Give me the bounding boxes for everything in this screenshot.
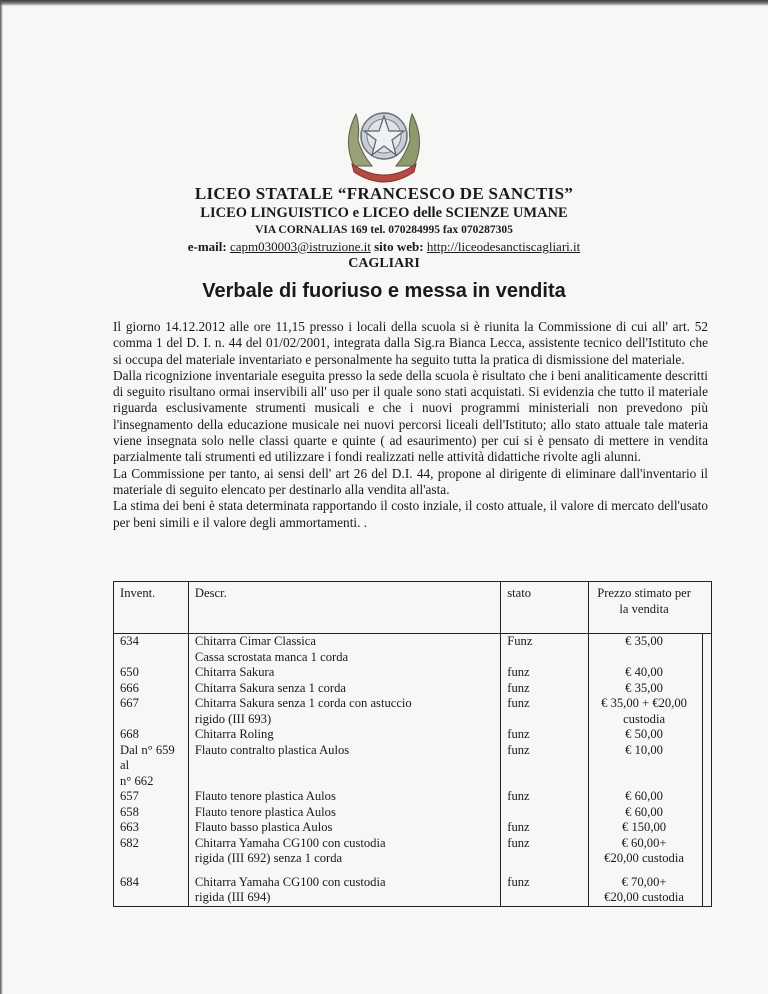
header-price (589, 582, 712, 634)
cell-price (589, 681, 712, 697)
website-link[interactable]: http://liceodesanctiscagliari.it (426, 239, 581, 254)
cell-invent (114, 836, 189, 867)
cell-invent-line (120, 650, 182, 666)
cell-stato-line: funz (507, 680, 530, 695)
cell-descr-line (195, 758, 494, 774)
cell-descr (188, 820, 500, 836)
table-row (114, 789, 712, 805)
cell-stato (501, 820, 589, 836)
cell-descr (188, 875, 500, 907)
price-inner-rule (702, 743, 703, 790)
email-link[interactable]: capm030003@istruzione.it (229, 239, 371, 254)
cell-descr (188, 836, 500, 867)
price-inner-rule (702, 875, 703, 906)
price-text (595, 820, 693, 836)
cell-descr-line: Cassa scrostata manca 1 corda (194, 649, 349, 664)
cell-price (589, 696, 712, 727)
table-row (114, 696, 712, 727)
school-name: LICEO STATALE “FRANCESCO DE SANCTIS” (194, 184, 574, 203)
table-row (114, 836, 712, 867)
document-title: Verbale di fuoriuso e messa in vendita (202, 280, 566, 302)
cell-price (589, 743, 712, 790)
cell-stato-line: funz (507, 742, 530, 757)
cell-descr-line: Flauto tenore plastica Aulos (194, 789, 336, 803)
cell-stato-line: funz (507, 789, 530, 803)
cell-stato-line (507, 650, 582, 666)
cell-descr-line: Chitarra Roling (194, 727, 274, 741)
header-descr: Descr. (188, 582, 500, 634)
spacer-cell (501, 867, 589, 875)
cell-stato (501, 836, 589, 867)
cell-invent (114, 634, 189, 666)
website-label: sito web: (374, 239, 424, 254)
cell-invent (114, 727, 189, 743)
cell-descr (188, 805, 500, 821)
price-inner-rule (702, 634, 703, 665)
price-inner-rule (702, 836, 703, 867)
table-row (114, 634, 712, 666)
cell-descr-line: Flauto tenore plastica Aulos (194, 804, 336, 819)
cell-stato-line (507, 805, 582, 821)
cell-price (589, 727, 712, 743)
price-inner-rule (702, 820, 703, 836)
cell-descr-line: Chitarra Sakura senza 1 corda (194, 680, 346, 695)
contact-line (0, 238, 768, 255)
spacer-cell (188, 867, 500, 875)
cell-stato (501, 727, 589, 743)
table-row (114, 820, 712, 836)
cell-stato-line: funz (507, 665, 530, 679)
price-text (595, 875, 693, 906)
cell-price-line: € 10,00 (625, 742, 663, 757)
cell-invent (114, 875, 189, 907)
table-row (114, 875, 712, 907)
price-text (595, 743, 693, 774)
table-spacer-row (114, 867, 712, 875)
cell-descr-line: rigido (III 693) (194, 711, 272, 726)
cell-descr-line: rigida (III 692) senza 1 corda (194, 851, 343, 865)
cell-invent (114, 681, 189, 697)
cell-stato-line (507, 890, 582, 906)
price-text (595, 696, 693, 727)
cell-descr (188, 634, 500, 666)
cell-invent (114, 696, 189, 727)
cell-invent (114, 789, 189, 805)
cell-stato (501, 696, 589, 727)
cell-descr (188, 789, 500, 805)
cell-descr (188, 681, 500, 697)
spacer-cell (114, 867, 189, 875)
cell-descr-line: Flauto contralto plastica Aulos (194, 742, 350, 757)
price-inner-rule (702, 727, 703, 743)
paragraph: La stima dei beni è stata determinata rapportando il costo inziale, il costo attuale, il valore di mercato dell'usato per beni simili e il valore degli ammortamenti. . (113, 498, 708, 530)
cell-price (589, 634, 712, 666)
cell-stato-line: funz (507, 820, 530, 834)
cell-stato (501, 875, 589, 907)
cell-invent-line: 667 (120, 696, 139, 710)
cell-descr (188, 727, 500, 743)
cell-stato (501, 634, 589, 666)
cell-price-line: € 40,00 (625, 665, 663, 679)
cell-stato-line (507, 712, 582, 728)
cell-stato-line: funz (507, 835, 530, 850)
letterhead (0, 184, 768, 273)
cell-stato-line: funz (507, 696, 530, 710)
cell-price-line (595, 650, 693, 666)
cell-invent-line: 657 (120, 789, 139, 803)
cell-stato (501, 805, 589, 821)
cell-stato (501, 665, 589, 681)
cell-price (589, 836, 712, 867)
price-inner-rule (702, 681, 703, 697)
table-row (114, 727, 712, 743)
cell-invent-line (120, 712, 182, 728)
cell-descr-line: rigida (III 694) (194, 890, 271, 904)
email-label: e-mail: (187, 239, 227, 254)
table-row (114, 681, 712, 697)
cell-stato (501, 681, 589, 697)
school-city: CAGLIARI (348, 256, 420, 271)
cell-invent-line: 682 (120, 835, 139, 850)
cell-price-line: € 60,00 (625, 789, 663, 803)
cell-descr (188, 696, 500, 727)
school-address: VIA CORNALIAS 169 tel. 070284995 fax 070287305 (255, 224, 513, 236)
inventory-table (113, 581, 712, 907)
price-inner-rule (702, 805, 703, 821)
table-header-row (114, 582, 712, 634)
cell-price-line (595, 758, 693, 774)
price-text (595, 805, 693, 821)
cell-price-line: € 70,00+ (621, 874, 667, 889)
price-text (595, 836, 693, 867)
cell-price-line: € 60,00+ (621, 835, 667, 850)
cell-invent-line: 650 (120, 665, 139, 679)
cell-stato-line (507, 758, 582, 774)
cell-invent-line: Dal n° 659 al (120, 742, 175, 772)
cell-invent (114, 743, 189, 790)
cell-stato-line: Funz (507, 634, 533, 648)
cell-descr (188, 743, 500, 790)
header-price-label: Prezzo stimato per la vendita (597, 586, 691, 616)
cell-descr (188, 665, 500, 681)
paragraph: Dalla ricognizione inventariale eseguita presso la sede della scuola è risultato che i beni analiticamente descritti di seguito risultano ormai inservibili all' uso per il quale sono stati acquistati. Si evidenzia che tutto il materiale riguarda esclusivamente strumenti musicali e che i nuovi programmi ministeriali non prevedono più l'insegnamento della educazione musicale nei nuovi percorsi liceali dell'Istituto; allo stato attuale tale materia viene insegnata solo nelle classi quarte e quinte ( ad esaurimento) per cui si è pensato di mettere in vendita parzialmente tali strumenti ed utilizzare i fondi realizzati nelle attività didattiche rivolte agli alunni. (113, 367, 708, 465)
cell-stato (501, 789, 589, 805)
cell-invent-line: 663 (120, 820, 139, 834)
scan-left-edge (0, 0, 3, 994)
repubblica-italiana-emblem-icon (334, 96, 434, 184)
cell-invent-line: 634 (120, 634, 139, 648)
cell-descr-line: Chitarra Cimar Classica (194, 634, 316, 648)
price-text (595, 727, 693, 743)
price-text (595, 665, 693, 681)
school-type: LICEO LINGUISTICO e LICEO delle SCIENZE UMANE (200, 205, 568, 221)
cell-stato-line (507, 851, 582, 867)
header-invent: Invent. (114, 582, 189, 634)
cell-invent-line: 668 (120, 727, 139, 741)
price-text (595, 789, 693, 805)
inventory-body (114, 634, 712, 907)
cell-price-line: €20,00 custodia (604, 890, 684, 904)
cell-invent (114, 820, 189, 836)
cell-price (589, 665, 712, 681)
price-inner-rule (702, 696, 703, 727)
paragraph: Il giorno 14.12.2012 alle ore 11,15 presso i locali della scuola si è riunita la Commissione di cui all' art. 52 comma 1 del D. I. n. 44 del 01/02/2001, integrata dalla Sig.ra Bianca Lecca, assistente tecnico dell'Istituto che si occupa del materiale inventariato e personalmente ha seguito tutta la pratica di dismissione del materiale. (113, 319, 708, 367)
table-row (114, 665, 712, 681)
cell-invent-line (120, 890, 182, 906)
cell-invent-line (120, 851, 182, 867)
cell-price-line: custodia (623, 711, 666, 726)
cell-price-line: € 50,00 (625, 727, 663, 741)
header-stato: stato (501, 582, 589, 634)
document-body (113, 319, 708, 531)
cell-descr-line: Flauto basso plastica Aulos (194, 820, 333, 834)
price-inner-rule (702, 867, 703, 875)
cell-invent-line: 684 (120, 874, 139, 889)
cell-price-line: €20,00 custodia (604, 851, 684, 865)
cell-invent (114, 665, 189, 681)
cell-price-line: € 35,00 + €20,00 (601, 696, 687, 710)
cell-price (589, 789, 712, 805)
cell-descr-line: Chitarra Yamaha CG100 con custodia (194, 835, 386, 850)
cell-descr-line: Chitarra Sakura (194, 665, 275, 679)
cell-stato (501, 743, 589, 790)
spacer-cell (589, 867, 712, 875)
cell-descr-line: Chitarra Yamaha CG100 con custodia (194, 874, 386, 889)
cell-stato-line: funz (507, 727, 530, 741)
cell-price-line: € 35,00 (625, 634, 663, 648)
paragraph: La Commissione per tanto, ai sensi dell' art 26 del D.I. 44, propone al dirigente di eliminare dall'inventario il materiale di seguito elencato per destinarlo alla vendita all'asta. (113, 465, 708, 497)
table-row (114, 805, 712, 821)
cell-descr-line: Chitarra Sakura senza 1 corda con astuccio (194, 696, 412, 710)
table-row (114, 743, 712, 790)
cell-invent (114, 805, 189, 821)
price-text (595, 634, 693, 665)
cell-price (589, 820, 712, 836)
cell-price-line: € 150,00 (622, 820, 667, 834)
price-inner-rule (702, 789, 703, 805)
price-text (595, 681, 693, 697)
cell-invent-line: 666 (120, 680, 139, 695)
cell-stato-line: funz (507, 874, 530, 889)
cell-price-line: € 60,00 (625, 804, 663, 819)
cell-invent-line: 658 (120, 804, 139, 819)
price-inner-rule (702, 665, 703, 681)
cell-price (589, 805, 712, 821)
cell-invent-line: n° 662 (120, 773, 154, 788)
cell-price (589, 875, 712, 907)
scan-top-edge (0, 0, 768, 6)
cell-price-line: € 35,00 (625, 680, 663, 695)
